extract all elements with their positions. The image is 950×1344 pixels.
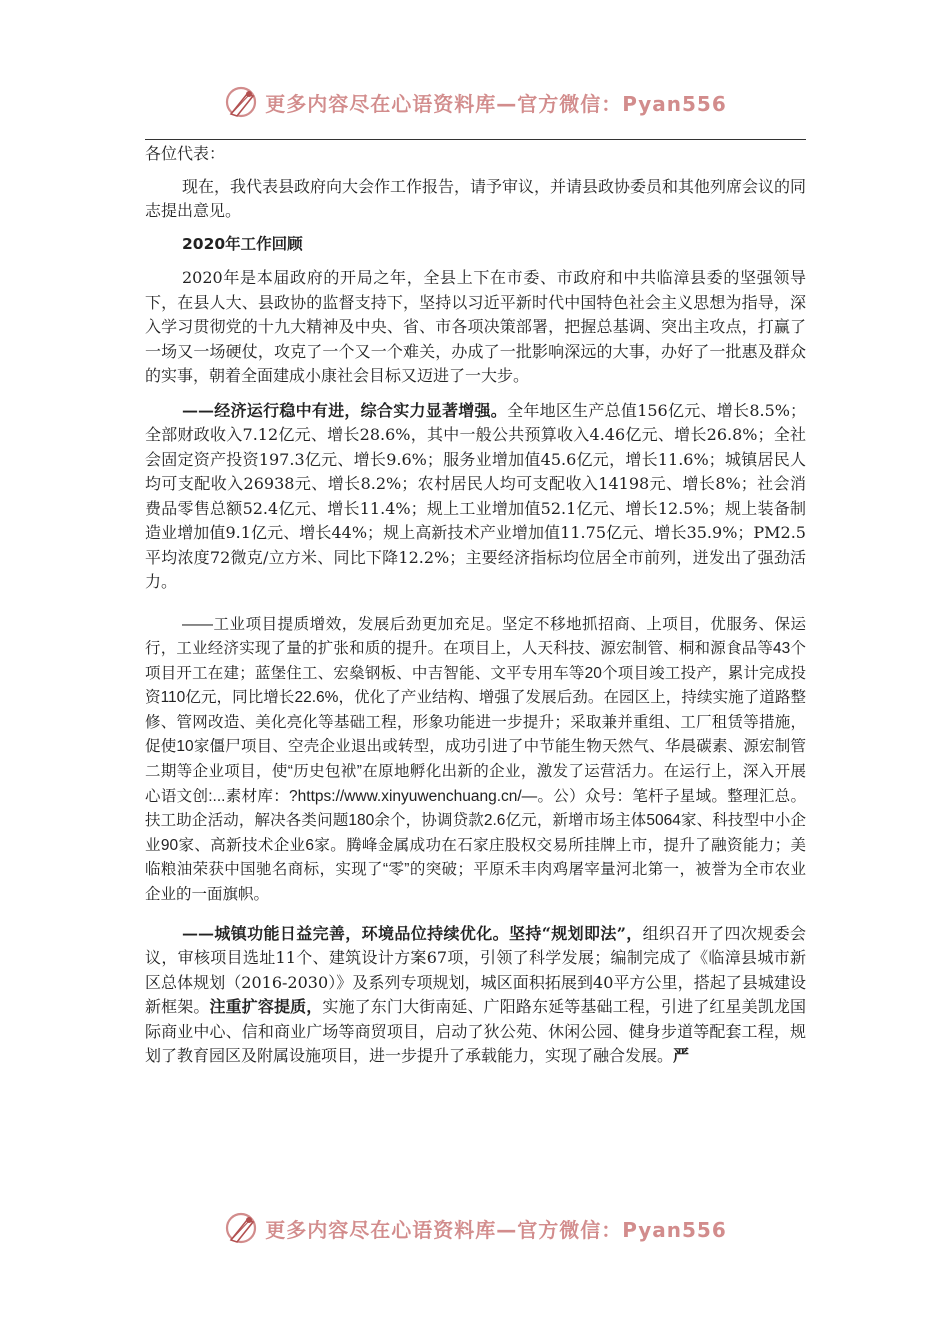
banner-text: 更多内容尽在心语资料库—官方微信：Pyan556 (265, 1217, 727, 1242)
economy-heading: ——经济运行稳中有进，综合实力显著增强。 (182, 400, 508, 420)
header-banner (0, 84, 950, 120)
urban-body-1: 组织召开了四次规委会议，审核项目选址11个、建筑设计方案67项，引领了科学发展；编制完成了《临漳县城市新区总体规划（2016-2030）》及系列专项规划，城区面积拓展到40平方公里，搭起了县城建设新框架。 (145, 923, 806, 1017)
urban-bold-2: 注重扩容提质， (209, 997, 323, 1017)
industry-paragraph: ——工业项目提质增效，发展后劲更加充足。坚定不移地抓招商、上项目，优服务、保运行，工业经济实现了量的扩张和质的提升。在项目上，人天科技、源宏制管、桐和源食品等43个项目开工在建；蓝堡住工、宏燊钢板、中吉智能、文平专用车等20个项目竣工投产，累计完成投资110亿元，同比增长22.6%，优化了产业结构、增强了发展后劲。在园区上，持续实施了道路整修、管网改造、美化亮化等基础工程，形象功能进一步提升；采取兼并重组、工厂租赁等措施，促使10家僵尸项目、空壳企业退出或转型，成功引进了中节能生物天然气、华晨碳素、源宏制管二期等企业项目，使“历史包袱”在原地孵化出新的企业，激发了运营活力。在运行上，深入开展心语文创:...素材库：?https://www.xinyuwenchuang.cn/—。公）众号：笔杆子星域。整理汇总。扶工助企活动，解决各类问题180余个，协调贷款2.6亿元，新增市场主体5064家、科技型中小企业90家、高新技术企业6家。腾峰金属成功在石家庄股权交易所挂牌上市，提升了融资能力；美临粮油荣获中国驰名商标，实现了“零”的突破；平原禾丰肉鸡屠宰量河北第一，被誉为全市农业企业的一面旗帜。 (145, 615, 806, 904)
intro-paragraph: 现在，我代表县政府向大会作工作报告，请予审议，并请县政协委员和其他列席会议的同志提出意见。 (145, 176, 807, 220)
footer-banner (0, 1210, 950, 1246)
urban-bold-3: 严 (673, 1046, 690, 1066)
urban-heading: ——城镇功能日益完善，环境品位持续优化。坚持“规划即法”， (182, 923, 643, 943)
section-heading: 2020年工作回顾 (182, 234, 303, 253)
pen-nib-logo-icon (223, 1210, 261, 1246)
review-paragraph: 2020年是本届政府的开局之年，全县上下在市委、市政府和中共临漳县委的坚强领导下，在县人大、县政协的监督支持下，坚持以习近平新时代中国特色社会主义思想为指导，深入学习贯彻党的十九大精神及中央、省、市各项决策部署，把握总基调、突出主攻点，打赢了一场又一场硬仗，攻克了一个又一个难关，办成了一批影响深远的大事，办好了一批惠及群众的实事，朝着全面建成小康社会目标又迈进了一大步。 (145, 268, 806, 385)
document-body (145, 142, 806, 1069)
pen-nib-logo-icon (223, 84, 261, 120)
salutation: 各位代表： (145, 144, 226, 163)
banner-text: 更多内容尽在心语资料库—官方微信：Pyan556 (265, 91, 727, 116)
urban-paragraph (145, 922, 806, 1069)
economy-paragraph (145, 399, 806, 595)
urban-body-2: 实施了东门大街南延、广阳路东延等基础工程，引进了红星美凯龙国际商业中心、信和商业广场等商贸项目，启动了狄公苑、休闲公园、健身步道等配套工程，规划了教育园区及附属设施项目，进一步提升了承载能力，实现了融合发展。 (145, 997, 806, 1066)
economy-body: 全年地区生产总值156亿元、增长8.5%；全部财政收入7.12亿元、增长28.6%，其中一般公共预算收入4.46亿元、增长26.8%；全社会固定资产投资197.3亿元、增长9.6%；服务业增加值45.6亿元，增长11.6%；城镇居民人均可支配收入26938元、增长8.2%；农村居民人均可支配收入14198元、增长8%；社会消费品零售总额52.4亿元、增长11.4%；规上工业增加值52.1亿元、增长12.5%；规上装备制造业增加值9.1亿元、增长44%；规上高新技术产业增加值11.75亿元、增长35.9%；PM2.5平均浓度72微克/立方米、同比下降12.2%；主要经济指标均位居全市前列，迸发出了强劲活力。 (145, 400, 806, 591)
header-divider (145, 139, 806, 140)
